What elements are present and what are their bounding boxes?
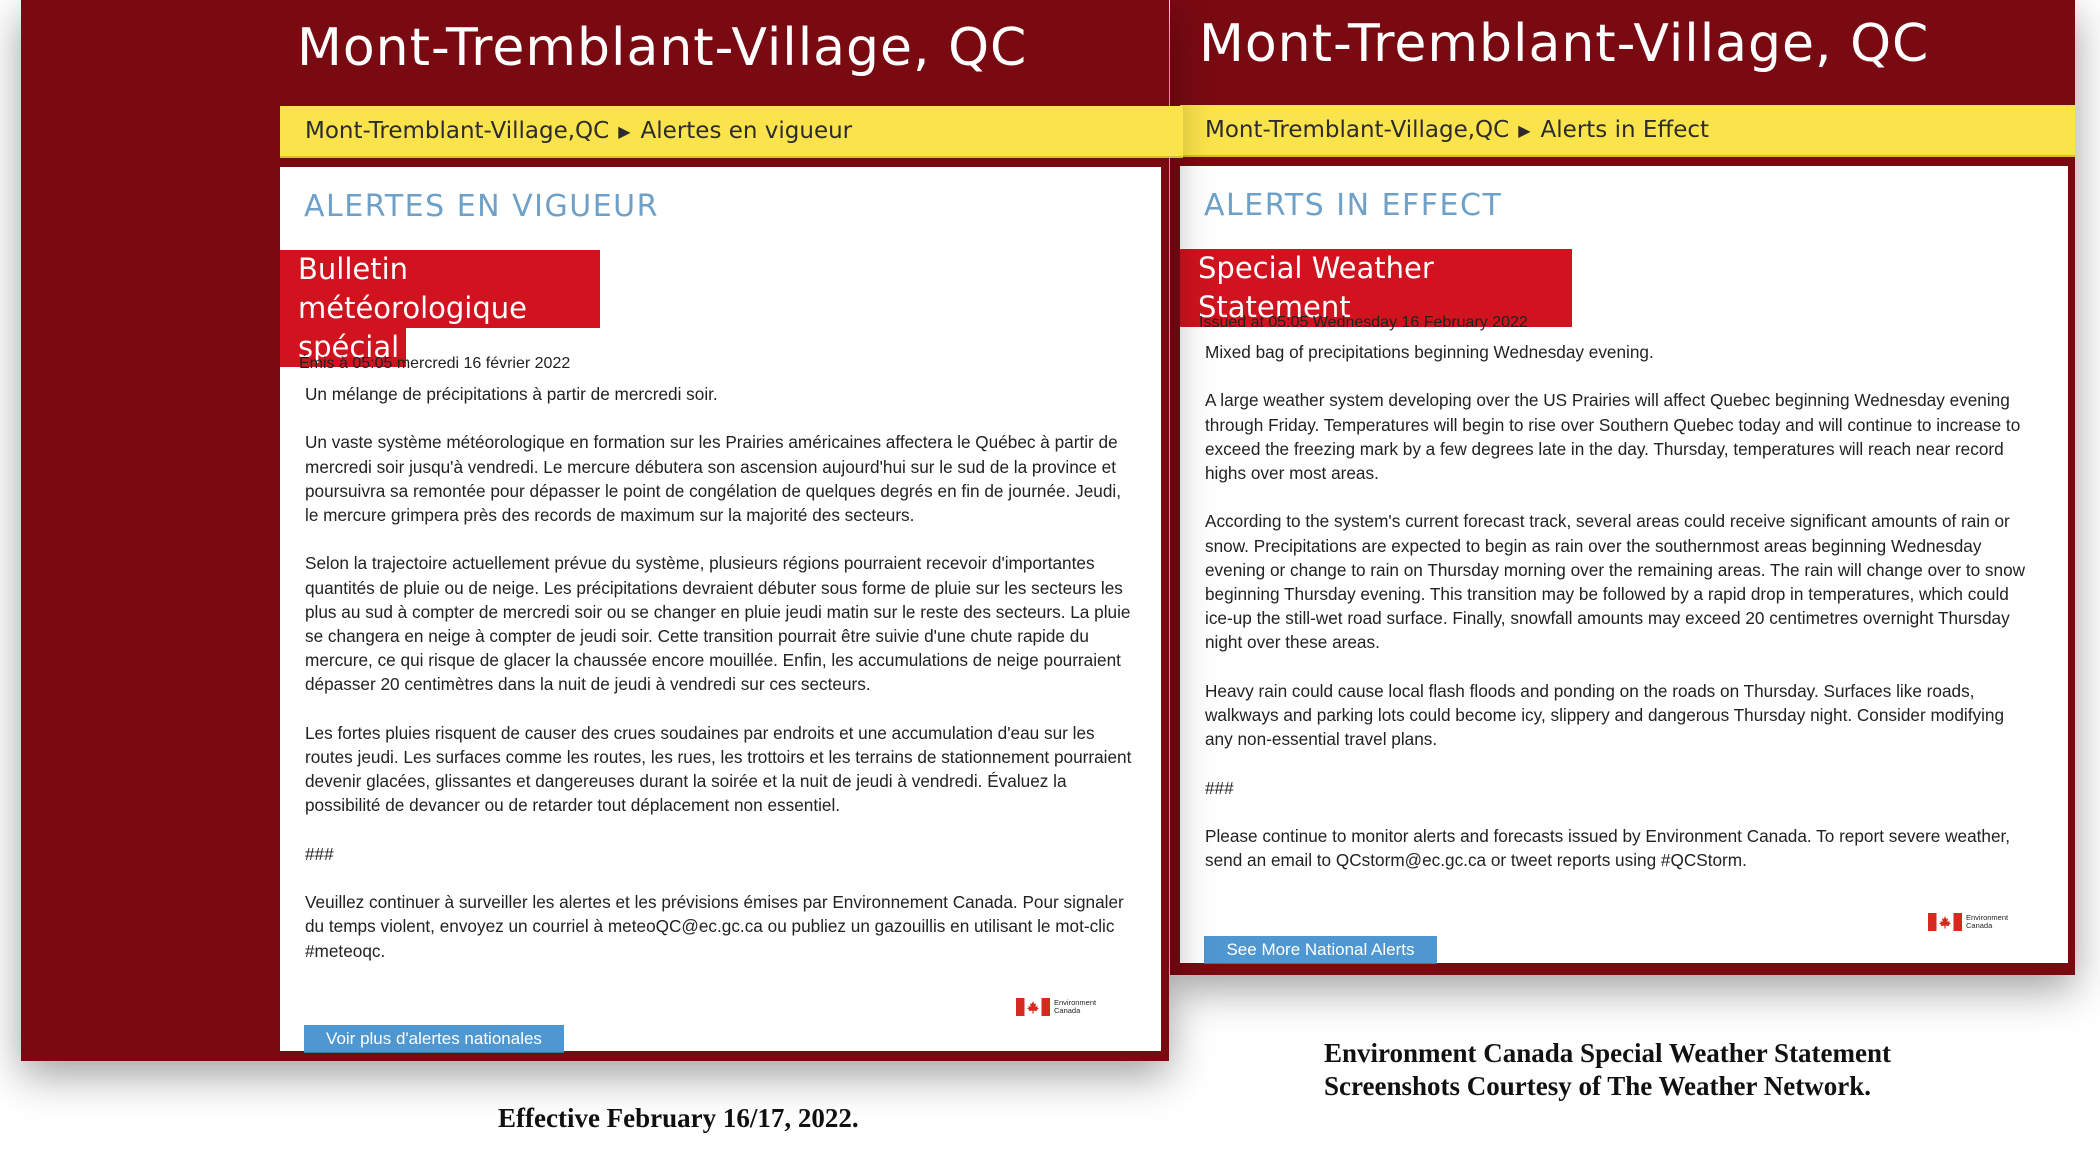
statement-paragraph: Les fortes pluies risquent de causer des crues soudaines par endroits et une accumulation d'eau sur les routes jeudi. Les surfaces comme les routes, les rues, les trottoirs et les terrains de stationnement pourraient devenir glacées, glissantes et dangereuses durant la soirée et la nuit de jeudi à vendredi. Évaluez la possibilité de devancer ou de retarder tout déplacement non essentiel. (305, 722, 1132, 816)
statement-paragraph: ### (1205, 777, 1234, 798)
city-title: Mont-Tremblant-Village, QC (1199, 14, 1930, 74)
logo-text-line1: Environment (1054, 998, 1097, 1007)
alert-content-card (280, 167, 1161, 1051)
statement-title-line1: Bulletin météorologique (280, 250, 600, 328)
statement-paragraph: Veuillez continuer à surveiller les alertes et les prévisions émises par Environnement Canada. Pour signaler du temps violent, envoyez un courriel à meteoQC@ec.gc.ca ou publiez un gazouillis en utilisant le mot-clic #meteoqc. (305, 892, 1124, 961)
more-national-alerts-button[interactable]: See More National Alerts (1204, 936, 1437, 963)
statement-title-text: Special Weather Statement (1180, 249, 1572, 327)
canada-flag-icon (1016, 998, 1050, 1016)
breadcrumb-current: Alertes en vigueur (640, 118, 853, 144)
statement-paragraph: A large weather system developing over the US Prairies will affect Quebec beginning Wednesday evening through Friday. Temperatures will begin to rise over Southern Quebec today and will continue to increase to exceed the freezing mark by a few degrees late in the day. Thursday, temperatures will reach near record highs over most areas. (1205, 390, 2021, 483)
alert-content-card (1180, 166, 2068, 963)
city-title: Mont-Tremblant-Village, QC (297, 18, 1028, 78)
breadcrumb-arrow-icon: ▶ (618, 121, 631, 141)
statement-paragraph: Heavy rain could cause local flash floods and ponding on the roads on Thursday. Surfaces like roads, walkways and parking lots could become icy, slippery and dangerous Thursday night. Consider modifying any non-essential travel plans. (1205, 680, 2005, 750)
breadcrumb-location-link[interactable]: Mont-Tremblant-Village,QC (1205, 117, 1510, 143)
issued-timestamp: Issued at 05:05 Wednesday 16 February 2022 (1199, 314, 1528, 331)
credit-caption-line2: Screenshots Courtesy of The Weather Network. (1324, 1071, 1871, 1101)
breadcrumb (280, 106, 1183, 158)
more-national-alerts-button[interactable]: Voir plus d'alertes nationales (304, 1025, 564, 1052)
issued-timestamp: Émis à 05:05 mercredi 16 février 2022 (299, 355, 571, 372)
statement-paragraph: Un vaste système météorologique en formation sur les Prairies américaines affectera le Québec à partir de mercredi soir jusqu'à vendredi. Le mercure débutera son ascension aujourd'hui sur le sud de la province et poursuivra sa remontée pour dépasser le point de congélation de quelques degrés en fin de journée. Jeudi, le mercure grimpera près des records de maximum sur la majorité des secteurs. (305, 432, 1122, 525)
statement-title-line2: spécial (280, 328, 406, 367)
alerts-heading: ALERTS IN EFFECT (1204, 188, 1503, 223)
breadcrumb (1180, 105, 2075, 157)
statement-paragraph: Mixed bag of precipitations beginning Wednesday evening. (1205, 342, 1654, 362)
statement-paragraph: ### (305, 843, 334, 864)
alerts-heading: ALERTES EN VIGUEUR (304, 189, 659, 224)
logo-text-line1: Environment (1966, 913, 2009, 922)
credit-caption-line1: Environment Canada Special Weather Statement (1324, 1038, 1892, 1068)
environment-canada-logo (1928, 913, 2008, 931)
statement-paragraph: Un mélange de précipitations à partir de mercredi soir. (305, 384, 718, 404)
credit-caption (1324, 1037, 1891, 1103)
breadcrumb-location-link[interactable]: Mont-Tremblant-Village,QC (305, 118, 610, 144)
breadcrumb-current: Alerts in Effect (1540, 117, 1710, 143)
statement-paragraph: According to the system's current forecast track, several areas could receive significant amounts of rain or snow. Precipitations are expected to begin as rain over the southernmost areas beginning Wednesday evening or change to rain on Thursday morning over the remaining areas. The rain will change over to snow beginning Thursday evening. This transition may be followed by a rapid drop in temperatures, which could ice-up the still-wet road surface. Finally, snowfall amounts may exceed 20 centimetres overnight Thursday night over these areas. (1205, 511, 2026, 653)
statement-paragraph: Selon la trajectoire actuellement prévue du système, plusieurs régions pourraient recevoir d'importantes quantités de pluie ou de neige. Les précipitations devraient débuter sous forme de pluie sur les secteurs les plus au sud à compter de mercredi soir ou se changer en pluie jeudi matin sur le reste des secteurs. La pluie se changera en neige à compter de jeudi soir. Cette transition pourrait être suivie d'une chute rapide du mercure, ce qui risque de glacer la chaussée encore mouillée. Enfin, les accumulations de neige pourraient dépasser 20 centimètres dans la nuit de jeudi à vendredi sur ces secteurs. (305, 553, 1131, 695)
canada-flag-icon (1928, 913, 1962, 931)
french-alert-screenshot (21, 0, 1169, 1061)
statement-title (280, 250, 620, 367)
statement-body (305, 382, 1135, 987)
breadcrumb-arrow-icon: ▶ (1518, 120, 1531, 140)
english-alert-screenshot (1170, 0, 2075, 975)
logo-text-line2: Canada (1054, 1006, 1081, 1015)
statement-body (1205, 340, 2035, 897)
logo-text-line2: Canada (1966, 921, 1993, 930)
environment-canada-logo (1016, 998, 1096, 1016)
effective-date-caption: Effective February 16/17, 2022. (498, 1103, 859, 1133)
statement-paragraph: Please continue to monitor alerts and forecasts issued by Environment Canada. To report severe weather, send an email to QCstorm@ec.gc.ca or tweet reports using #QCStorm. (1205, 825, 2011, 871)
